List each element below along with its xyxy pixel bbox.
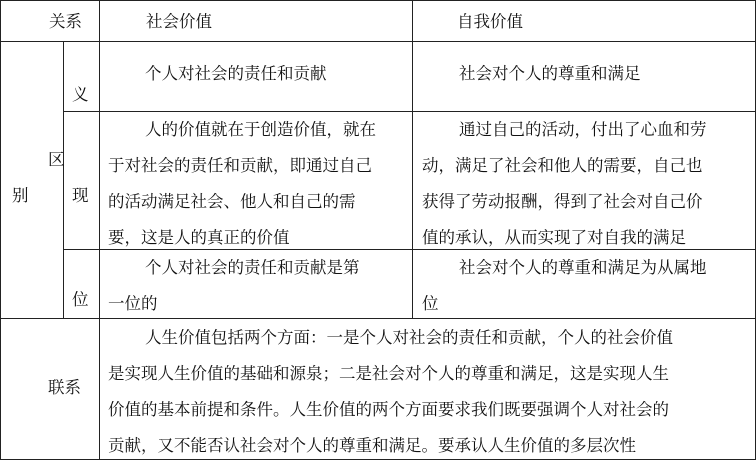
table-border-top xyxy=(0,0,756,1)
row2-social-line: 人的价值就在于创造价值，就在 xyxy=(145,120,376,139)
row2-social-line: 的活动满足社会、他人和自己的需 xyxy=(108,192,356,211)
header-divider xyxy=(0,41,756,42)
relation-line: 贡献，又不能否认社会对个人的尊重和满足。要承认人生价值的多层次性 xyxy=(108,436,636,455)
row3-social-line: 个人对社会的责任和贡献是第 xyxy=(145,258,360,277)
col-social-self-divider xyxy=(412,0,413,318)
row1-self-line: 社会对个人的尊重和满足 xyxy=(459,64,641,83)
row2-self-cell xyxy=(422,112,707,256)
row3-social-cell xyxy=(108,250,360,322)
distinction-label-char1: 区 xyxy=(48,150,65,169)
row2-self-line: 值的承认，从而实现了对自我的满足 xyxy=(422,228,686,247)
row2-self-line: 获得了劳动报酬，得到了社会对自己价 xyxy=(422,192,703,211)
row1-self-cell xyxy=(422,56,641,92)
row2-social-cell xyxy=(108,112,376,256)
left-border xyxy=(0,0,1,460)
row3-self-cell xyxy=(422,250,707,322)
header-relation: 关系 xyxy=(49,12,82,31)
row1-social-line: 个人对社会的责任和贡献 xyxy=(145,64,327,83)
row3-self-line: 社会对个人的尊重和满足为从属地 xyxy=(459,258,707,277)
relation-line: 价值的基本前提和条件。人生价值的两个方面要求我们既要强调个人对社会的 xyxy=(108,400,669,419)
relation-label: 联系 xyxy=(48,378,81,397)
relation-line: 人生价值包括两个方面：一是个人对社会的责任和贡献，个人的社会价值 xyxy=(145,328,673,347)
distinction-label-char2: 别 xyxy=(12,186,29,205)
header-social-value: 社会价值 xyxy=(146,12,212,31)
relation-line: 是实现人生价值的基础和源泉；二是社会对个人的尊重和满足，这是实现人生 xyxy=(108,364,669,383)
row1-social-cell xyxy=(108,56,327,92)
col-distinction-divider xyxy=(63,41,64,318)
row-label-position: 位 xyxy=(72,290,89,309)
row-label-meaning: 义 xyxy=(72,85,89,104)
row2-self-line: 通过自己的活动，付出了心血和劳 xyxy=(459,120,707,139)
row-label-realization: 现 xyxy=(72,186,89,205)
row2-social-line: 于对社会的责任和贡献，即通过自己 xyxy=(108,156,372,175)
col-label-divider xyxy=(99,0,100,460)
row2-social-line: 要，这是人的真正的价值 xyxy=(108,228,290,247)
row3-self-line: 位 xyxy=(422,294,439,313)
row2-self-line: 动，满足了社会和他人的需要，自己也 xyxy=(422,156,703,175)
header-self-value: 自我价值 xyxy=(457,12,523,31)
relation-cell xyxy=(108,320,673,464)
row3-social-line: 一位的 xyxy=(108,294,158,313)
